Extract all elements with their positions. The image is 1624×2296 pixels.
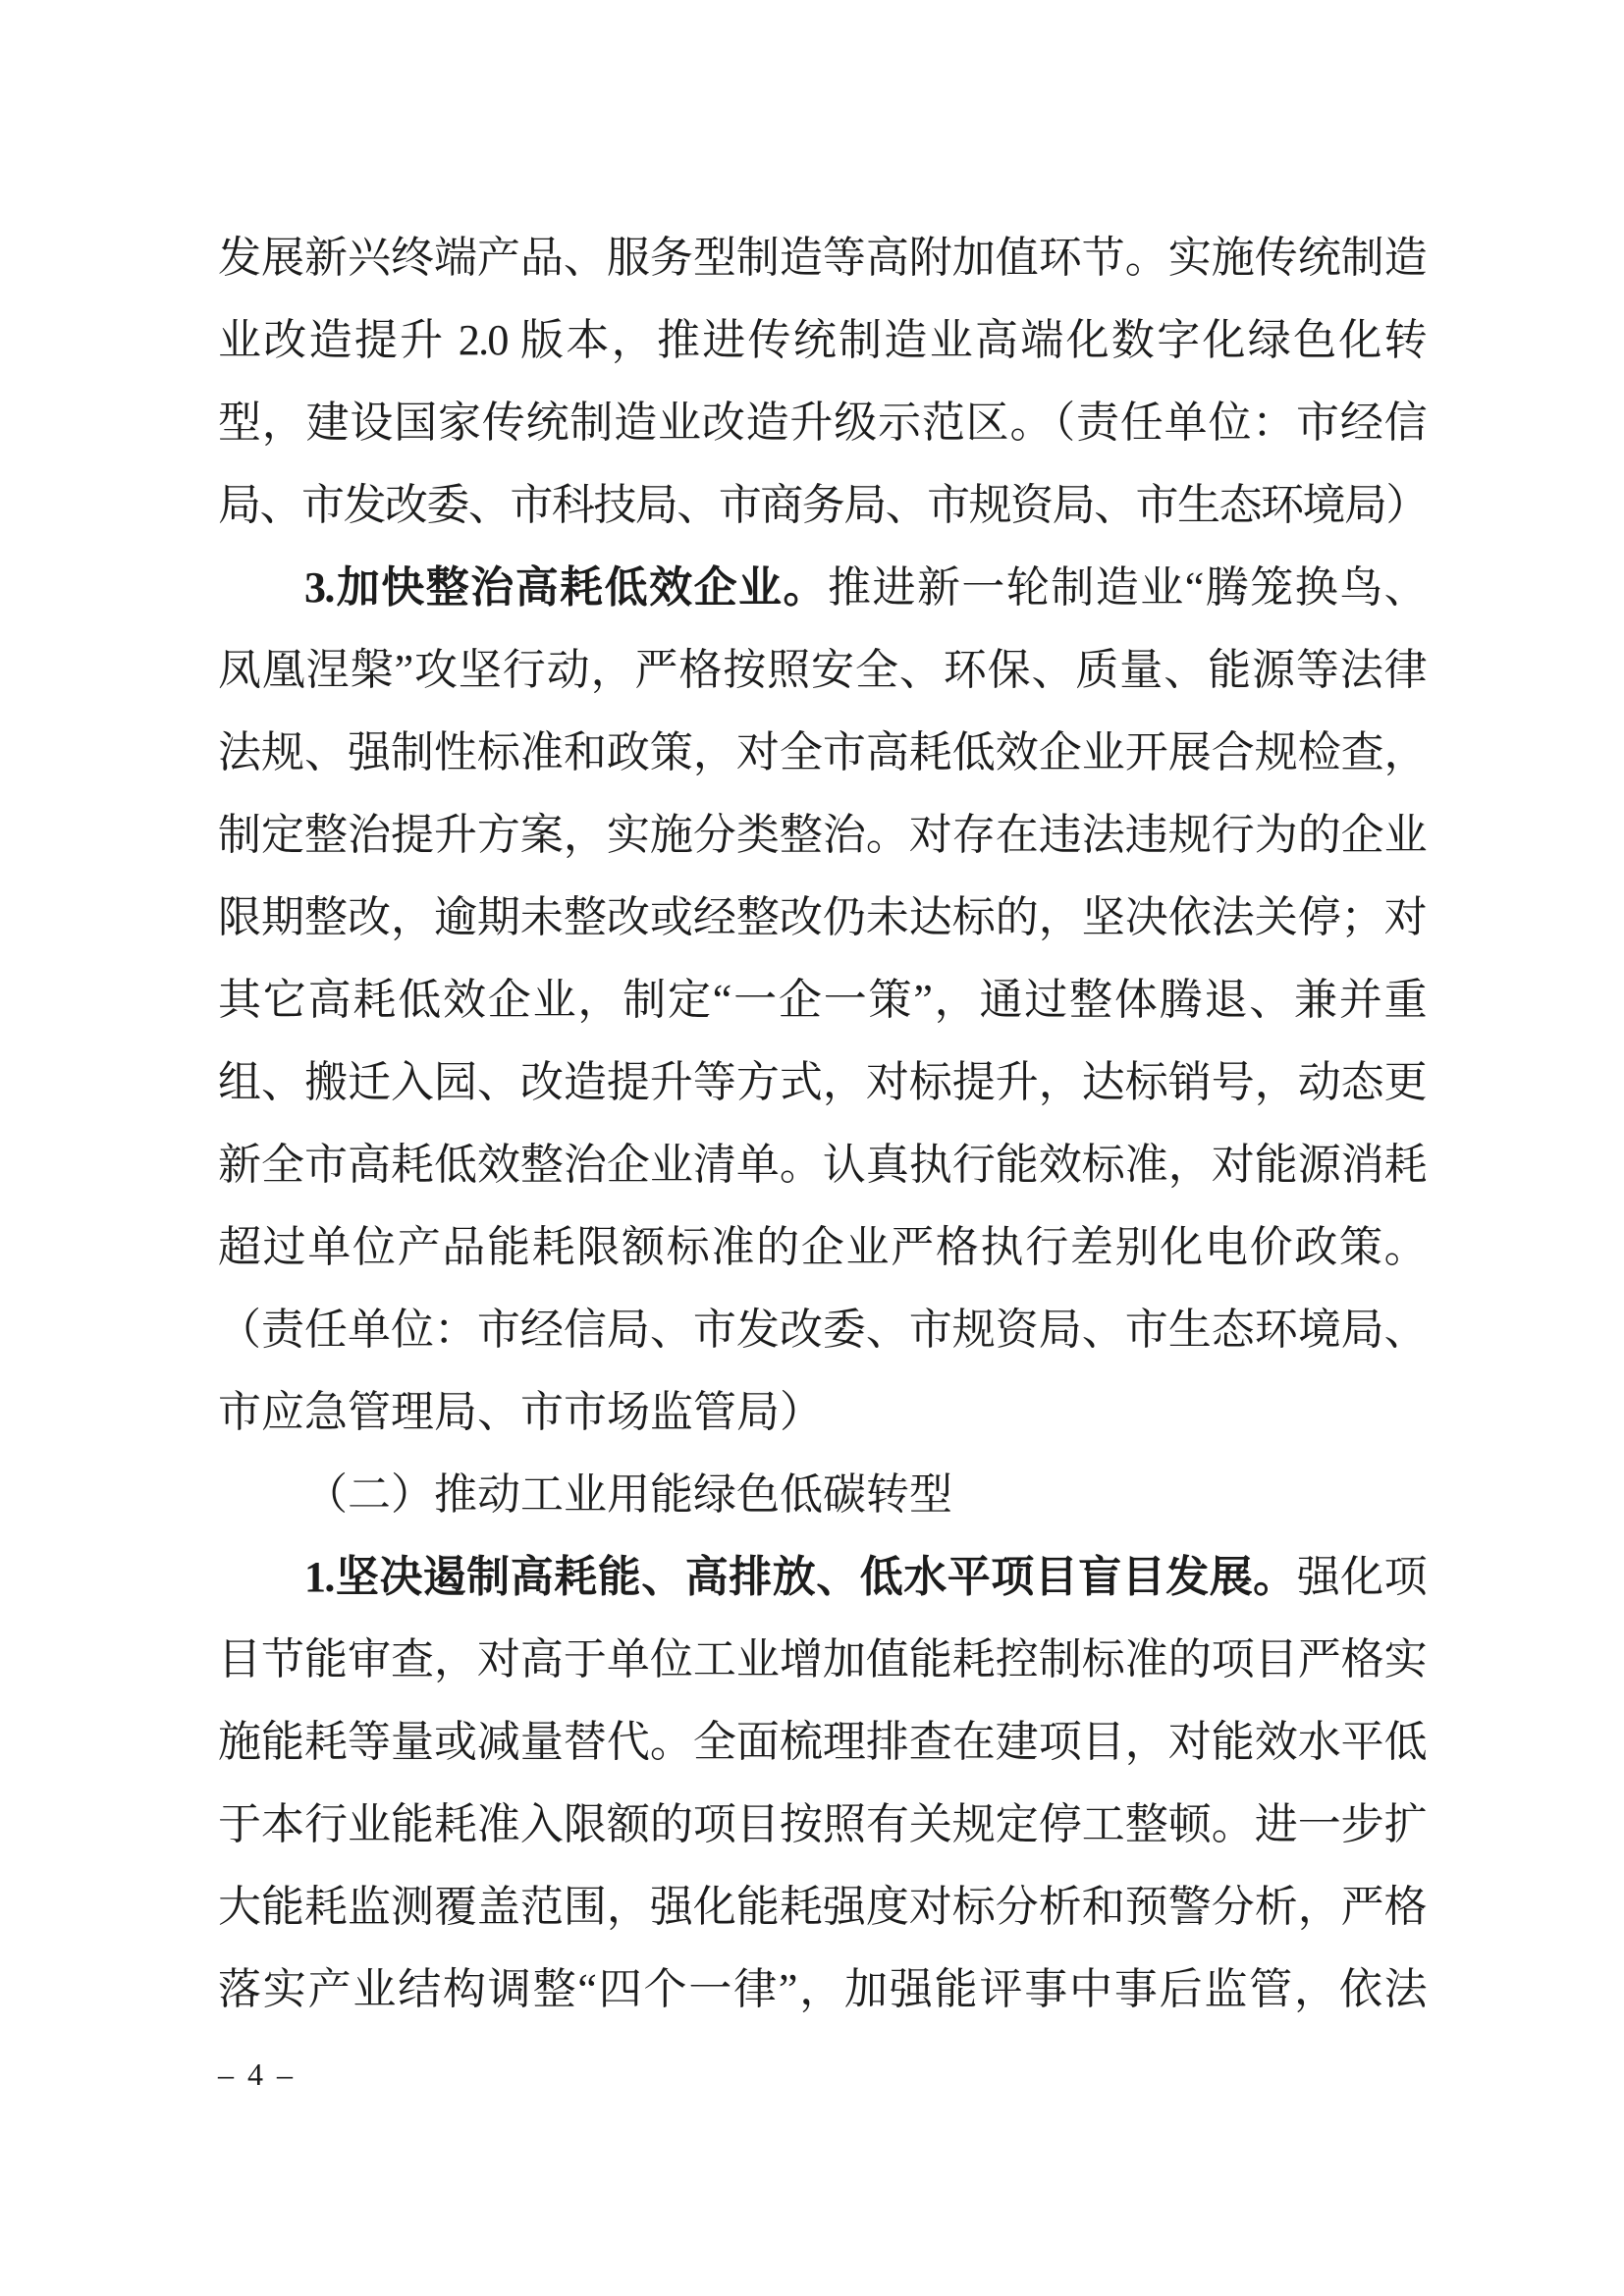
text-line xyxy=(218,217,1426,299)
text-run: 组、搬迁入园、改造提升等方式，对标提升，达标销号，动态更 xyxy=(218,1058,1426,1106)
text-line xyxy=(218,1701,1426,1784)
text-line xyxy=(218,1206,1426,1289)
text-run: 推进新一轮制造业“腾笼换鸟、 xyxy=(828,563,1426,612)
text-line xyxy=(218,1041,1426,1124)
text-run: 制定整治提升方案，实施分类整治。对存在违法违规行为的企业 xyxy=(218,811,1426,859)
paragraph xyxy=(218,217,1426,547)
text-run: 大能耗监测覆盖范围，强化能耗强度对标分析和预警分析，严格 xyxy=(218,1883,1426,1931)
text-run: 局、市发改委、市科技局、市商务局、市规资局、市生态环境局） xyxy=(218,481,1426,529)
text-run: 落实产业结构调整“四个一律”，加强能评事中事后监管，依法 xyxy=(218,1965,1426,2013)
text-run: 法规、强制性标准和政策，对全市高耗低效企业开展合规检查， xyxy=(218,728,1426,776)
text-line xyxy=(218,382,1426,464)
text-line xyxy=(218,1124,1426,1206)
text-run: 业改造提升 2.0 版本，推进传统制造业高端化数字化绿色化转 xyxy=(218,316,1426,364)
text-line xyxy=(218,1289,1426,1371)
text-line xyxy=(218,547,1426,629)
bold-run: 3.加快整治高耗低效企业。 xyxy=(304,563,828,612)
text-run: 市应急管理局、市市场监管局） xyxy=(218,1388,823,1436)
paragraph xyxy=(218,1536,1426,2031)
text-run: 型，建设国家传统制造业改造升级示范区。（责任单位：市经信 xyxy=(218,399,1426,447)
text-run: 新全市高耗低效整治企业清单。认真执行能效标准，对能源消耗 xyxy=(218,1141,1426,1189)
text-run: 目节能审查，对高于单位工业增加值能耗控制标准的项目严格实 xyxy=(218,1635,1426,1683)
text-line xyxy=(218,1949,1426,2031)
text-line xyxy=(218,1784,1426,1866)
text-line xyxy=(218,1619,1426,1701)
text-line xyxy=(218,1371,1426,1454)
text-run: （二）推动工业用能绿色低碳转型 xyxy=(304,1470,952,1519)
text-run: 于本行业能耗准入限额的项目按照有关规定停工整顿。进一步扩 xyxy=(218,1800,1426,1848)
text-run: 施能耗等量或减量替代。全面梳理排查在建项目，对能效水平低 xyxy=(218,1718,1426,1766)
section-heading xyxy=(218,1454,1426,1536)
text-line xyxy=(218,1454,1426,1536)
text-line xyxy=(218,464,1426,547)
text-line xyxy=(218,877,1426,959)
text-run: 发展新兴终端产品、服务型制造等高附加值环节。实施传统制造 xyxy=(218,234,1426,282)
page-number: – 4 – xyxy=(218,2056,296,2092)
text-run: 强化项 xyxy=(1296,1553,1427,1601)
paragraph xyxy=(218,547,1426,1454)
bold-run: 1.坚决遏制高耗能、高排放、低水平项目盲目发展。 xyxy=(304,1553,1297,1601)
text-line xyxy=(218,959,1426,1041)
text-line xyxy=(218,1866,1426,1949)
document-body xyxy=(218,217,1426,2031)
text-line xyxy=(218,299,1426,382)
text-line xyxy=(218,794,1426,877)
text-line xyxy=(218,712,1426,794)
text-run: 其它高耗低效企业，制定“一企一策”，通过整体腾退、兼并重 xyxy=(218,976,1426,1024)
text-run: 超过单位产品能耗限额标准的企业严格执行差别化电价政策。 xyxy=(218,1223,1426,1271)
text-line xyxy=(218,629,1426,712)
text-run: 限期整改，逾期未整改或经整改仍未达标的，坚决依法关停；对 xyxy=(218,893,1426,941)
text-run: 凤凰涅槃”攻坚行动，严格按照安全、环保、质量、能源等法律 xyxy=(218,646,1426,694)
text-line xyxy=(218,1536,1426,1619)
text-run: （责任单位：市经信局、市发改委、市规资局、市生态环境局、 xyxy=(218,1306,1426,1354)
